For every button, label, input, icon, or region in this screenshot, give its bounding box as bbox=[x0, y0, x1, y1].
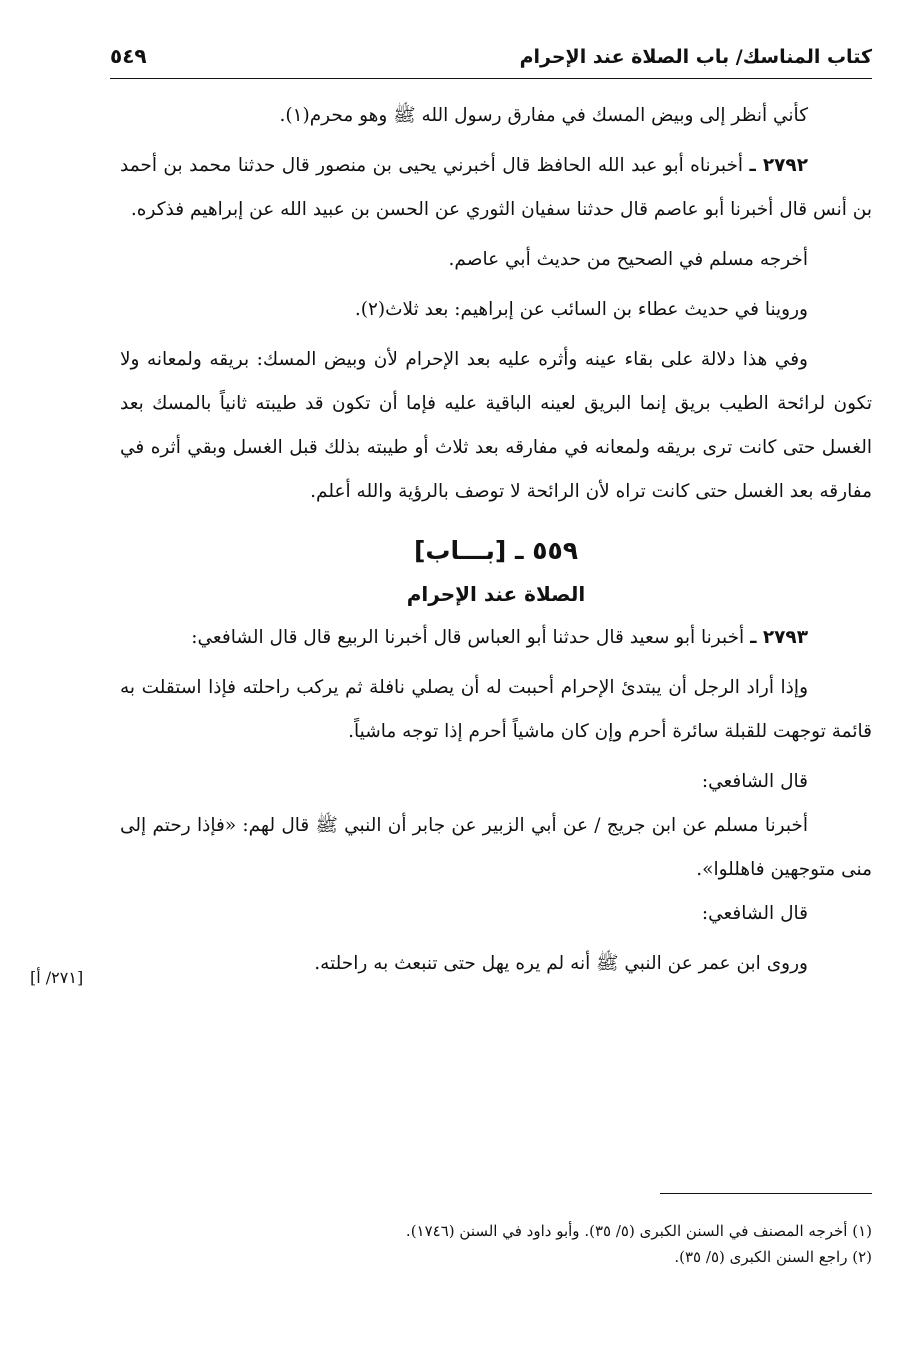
page-number: ٥٤٩ bbox=[110, 44, 147, 68]
paragraph: وإذا أراد الرجل أن يبتدئ الإحرام أحببت له أن يصلي نافلة ثم يركب راحلته فإذا استقلت به قائمة توجهت للقبلة سائرة أحرم وإن كان ماشياً أحرم إذا توجه ماشياً. bbox=[120, 677, 872, 742]
footnote: (١) أخرجه المصنف في السنن الكبرى (٥/ ٣٥). وأبو داود في السنن (١٧٤٦). bbox=[405, 1222, 872, 1240]
paragraph: أخبرنا مسلم عن ابن جريج / عن أبي الزبير عن جابر أن النبي ﷺ قال لهم: «فإذا رحتم إلى منى متوجهين فاهللوا». bbox=[120, 815, 872, 880]
page-header bbox=[110, 28, 872, 68]
paragraph: وروى ابن عمر عن النبي ﷺ أنه لم يره يهل حتى تنبعث به راحلته. bbox=[314, 953, 808, 974]
hadith-paragraph bbox=[120, 616, 872, 660]
footnote-divider bbox=[660, 1193, 872, 1194]
paragraph: أخرجه مسلم في الصحيح من حديث أبي عاصم. bbox=[448, 249, 808, 270]
paragraph: وروينا في حديث عطاء بن السائب عن إبراهيم: بعد ثلاث(٢). bbox=[354, 299, 808, 320]
chapter-number: ٥٥٩ ـ [بـــاب] bbox=[413, 536, 579, 565]
manuscript-folio-ref: [٢٧١/ أ] bbox=[30, 968, 84, 987]
hadith-paragraph bbox=[120, 144, 872, 232]
hadith-text: أخبرناه أبو عبد الله الحافظ قال أخبرني يحيى بن منصور قال حدثنا محمد بن أحمد بن أنس قال أخبرنا أبو عاصم قال حدثنا سفيان الثوري عن الحسن بن عبيد الله عن إبراهيم فذكره. bbox=[120, 155, 872, 220]
header-divider bbox=[110, 78, 872, 79]
paragraph: كأني أنظر إلى وبيض المسك في مفارق رسول الله ﷺ وهو محرم(١). bbox=[279, 105, 808, 126]
chapter-title: الصلاة عند الإحرام bbox=[406, 582, 586, 606]
page-body bbox=[120, 94, 872, 986]
footnotes bbox=[120, 1218, 872, 1270]
hadith-text: أخبرنا أبو سعيد قال حدثنا أبو العباس قال أخبرنا الربيع قال قال الشافعي: bbox=[191, 627, 745, 648]
paragraph: قال الشافعي: bbox=[701, 903, 808, 924]
running-title: كتاب المناسك/ باب الصلاة عند الإحرام bbox=[519, 46, 872, 68]
hadith-number: ٢٧٩٣ ـ bbox=[750, 627, 808, 648]
paragraph: قال الشافعي: bbox=[701, 771, 808, 792]
hadith-number: ٢٧٩٢ ـ bbox=[749, 155, 808, 176]
footnote: (٢) راجع السنن الكبرى (٥/ ٣٥). bbox=[674, 1248, 872, 1266]
paragraph: وفي هذا دلالة على بقاء عينه وأثره عليه بعد الإحرام لأن وبيض المسك: بريقه ولمعانه ولا تكون لرائحة الطيب بريق إنما البريق لعينه الباقية عليه فإما أن تكون قد طيبته ثانياً بالمسك بعد الغسل حتى كانت ترى بريقه ولمعانه في مفارقه بعد ثلاث أو طيبته بذلك قبل الغسل وبقي أثره في مفارقه بعد الغسل حتى كانت تراه لأن الرائحة لا توصف بالرؤية والله أعلم. bbox=[120, 349, 872, 502]
